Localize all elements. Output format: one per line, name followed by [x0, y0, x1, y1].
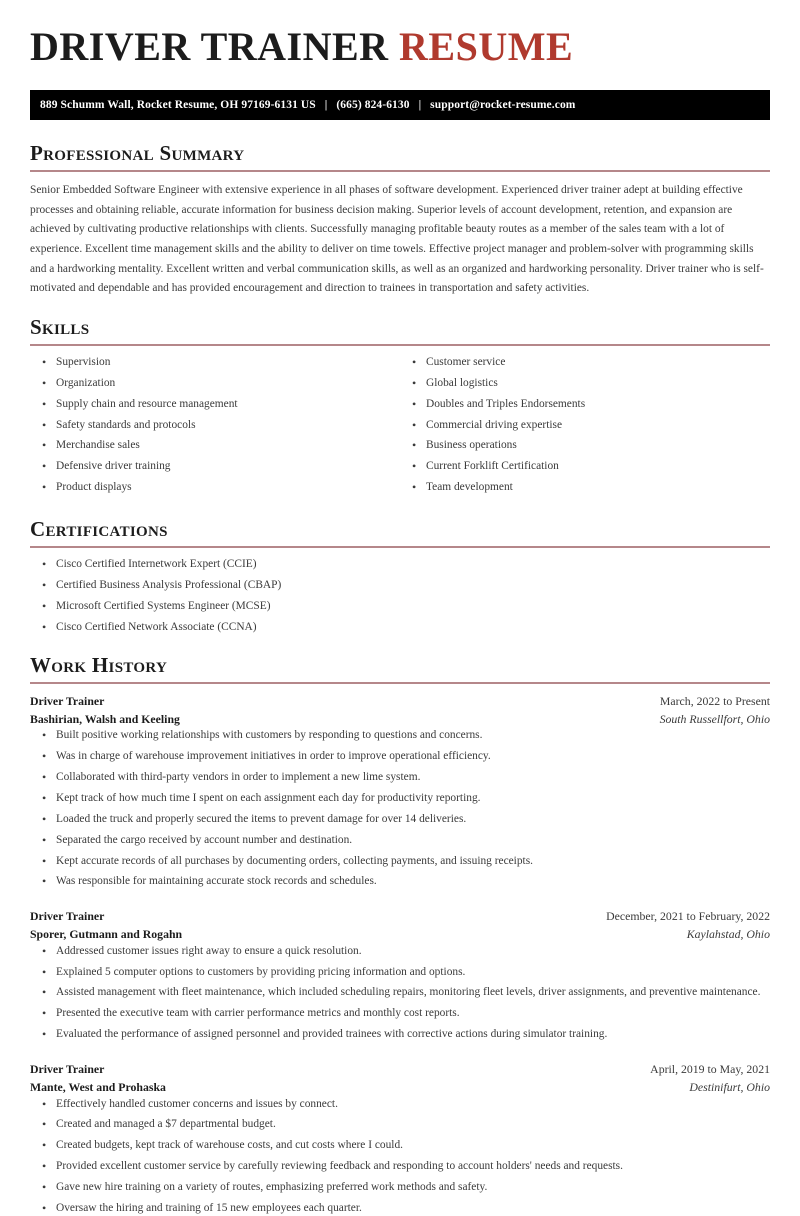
- job-location: South Russellfort, Ohio: [659, 711, 770, 726]
- section-heading-skills: Skills: [30, 314, 90, 339]
- section-certifications: [30, 518, 770, 635]
- list-item: • Defensive driver training: [30, 459, 400, 474]
- list-item: • Team development: [400, 480, 770, 495]
- list-item: • Explained 5 computer options to customers by providing pricing information and options.: [30, 965, 770, 980]
- job-location: Kaylahstad, Ohio: [686, 927, 770, 942]
- list-item: • Certified Business Analysis Professional (CBAP): [30, 578, 770, 593]
- list-item: • Created budgets, kept track of warehouse costs, and cut costs where I could.: [30, 1138, 770, 1153]
- list-item: • Built positive working relationships with customers by responding to questions and concerns.: [30, 728, 770, 743]
- list-item: • Created and managed a $7 departmental budget.: [30, 1117, 770, 1132]
- job-bullets: [30, 944, 770, 1043]
- list-item: • Global logistics: [400, 376, 770, 391]
- skills-list-left: [30, 355, 400, 496]
- page-title-main: DRIVER TRAINER: [30, 24, 400, 69]
- contact-address: 889 Schumm Wall, Rocket Resume, OH 97169-6131 US: [40, 99, 316, 111]
- page-title: [30, 26, 770, 68]
- list-item: • Effectively handled customer concerns and issues by connect.: [30, 1097, 770, 1112]
- spacer: [30, 641, 770, 654]
- list-item: • Safety standards and protocols: [30, 418, 400, 433]
- list-item: • Supply chain and resource management: [30, 397, 400, 412]
- spacer: [30, 303, 770, 316]
- contact-phone[interactable]: (665) 824-6130: [336, 99, 410, 111]
- section-heading-work-history: Work History: [30, 652, 168, 677]
- job-bullets: [30, 728, 770, 890]
- job-header-row: [30, 693, 770, 711]
- contact-bar: [30, 90, 770, 120]
- list-item: • Current Forklift Certification: [400, 459, 770, 474]
- list-item: • Collaborated with third-party vendors in order to implement a new lime system.: [30, 770, 770, 785]
- contact-separator-2: |: [418, 99, 422, 111]
- job-subheader-row: [30, 711, 770, 729]
- contact-separator-1: |: [324, 99, 328, 111]
- list-item: • Customer service: [400, 355, 770, 370]
- list-item: • Assisted management with fleet maintenance, which included scheduling repairs, monitoring fleet levels, driver assignments, and preventive maintenance.: [30, 985, 770, 1000]
- list-item: • Gave new hire training on a variety of routes, emphasizing preferred work methods and safety.: [30, 1180, 770, 1195]
- spacer: [30, 895, 770, 908]
- skills-columns: [30, 355, 770, 501]
- list-item: • Oversaw the hiring and training of 15 new employees each quarter.: [30, 1201, 770, 1216]
- list-item: • Was in charge of warehouse improvement initiatives in order to improve operational efficiency.: [30, 749, 770, 764]
- list-item: • Provided excellent customer service by carefully reviewing feedback and responding to account holders' needs and requests.: [30, 1159, 770, 1174]
- section-heading-certifications: Certifications: [30, 517, 168, 542]
- job-company: Bashirian, Walsh and Keeling: [30, 711, 180, 726]
- list-item: • Commercial driving expertise: [400, 418, 770, 433]
- job-subheader-row: [30, 926, 770, 944]
- skills-column-left: [30, 355, 400, 501]
- job-dates: April, 2019 to May, 2021: [650, 1062, 770, 1077]
- list-item: • Loaded the truck and properly secured the items to prevent damage for over 14 deliveries.: [30, 812, 770, 827]
- job-dates: December, 2021 to February, 2022: [606, 909, 770, 924]
- list-item: • Separated the cargo received by account number and destination.: [30, 833, 770, 848]
- job-title: Driver Trainer: [30, 909, 105, 924]
- section-skills: [30, 316, 770, 501]
- skills-list-right: [400, 355, 770, 496]
- list-item: • Merchandise sales: [30, 438, 400, 453]
- list-item: • Was responsible for maintaining accurate stock records and schedules.: [30, 874, 770, 889]
- job-subheader-row: [30, 1079, 770, 1097]
- contact-email[interactable]: support@rocket-resume.com: [430, 99, 576, 111]
- list-item: • Business operations: [400, 438, 770, 453]
- list-item: • Cisco Certified Internetwork Expert (CCIE): [30, 557, 770, 572]
- section-work-history: [30, 654, 770, 1216]
- list-item: • Microsoft Certified Systems Engineer (MCSE): [30, 599, 770, 614]
- section-divider: [30, 344, 770, 346]
- job-title: Driver Trainer: [30, 1062, 105, 1077]
- job-title: Driver Trainer: [30, 693, 105, 708]
- list-item: • Kept track of how much time I spent on each assignment each day for productivity reporting.: [30, 791, 770, 806]
- job-company: Mante, West and Prohaska: [30, 1079, 166, 1094]
- job-dates: March, 2022 to Present: [659, 693, 770, 708]
- job-entry: [30, 1061, 770, 1216]
- job-header-row: [30, 1061, 770, 1079]
- list-item: • Evaluated the performance of assigned personnel and provided trainees with corrective actions during simulator training.: [30, 1027, 770, 1042]
- list-item: • Kept accurate records of all purchases by documenting orders, collecting payments, and issuing receipts.: [30, 854, 770, 869]
- page-title-accent: RESUME: [399, 24, 574, 69]
- skills-column-right: [400, 355, 770, 501]
- list-item: • Product displays: [30, 480, 400, 495]
- job-entry: [30, 908, 770, 1042]
- section-divider: [30, 546, 770, 548]
- list-item: • Presented the executive team with carrier performance metrics and monthly cost reports.: [30, 1006, 770, 1021]
- list-item: • Supervision: [30, 355, 400, 370]
- summary-text: Senior Embedded Software Engineer with extensive experience in all phases of software development. Experienced driver trainer adept at building effective processes and obtaining reliable, accurate information for business decision making. Superior levels of account development, retention, and expansion are achieved by cultivating productive relationships with clients. Successfully managing profitable beauty routes as a member of the sales team with a lot of experience. Excellent time management skills and the ability to deliver on time towels. Effective project manager and problem-solver with programming skills and a hardworking mentality. Excellent written and verbal communication skills, as well as an organized and hardworking personality. Driver trainer who is self-motivated and dependable and has provided encouragement and direction to trainees in transportation and safety activities.: [30, 184, 764, 295]
- section-professional-summary: [30, 142, 770, 299]
- job-location: Destinifurt, Ohio: [689, 1079, 770, 1094]
- list-item: • Cisco Certified Network Associate (CCNA): [30, 620, 770, 635]
- list-item: • Doubles and Triples Endorsements: [400, 397, 770, 412]
- spacer: [30, 1048, 770, 1061]
- job-company: Sporer, Gutmann and Rogahn: [30, 927, 183, 942]
- job-entry: [30, 693, 770, 890]
- list-item: • Addressed customer issues right away to ensure a quick resolution.: [30, 944, 770, 959]
- section-heading-summary: Professional Summary: [30, 141, 245, 165]
- list-item: • Organization: [30, 376, 400, 391]
- section-divider: [30, 682, 770, 684]
- certifications-list: [30, 557, 770, 635]
- job-header-row: [30, 908, 770, 926]
- job-bullets: [30, 1097, 770, 1216]
- section-divider: [30, 170, 770, 172]
